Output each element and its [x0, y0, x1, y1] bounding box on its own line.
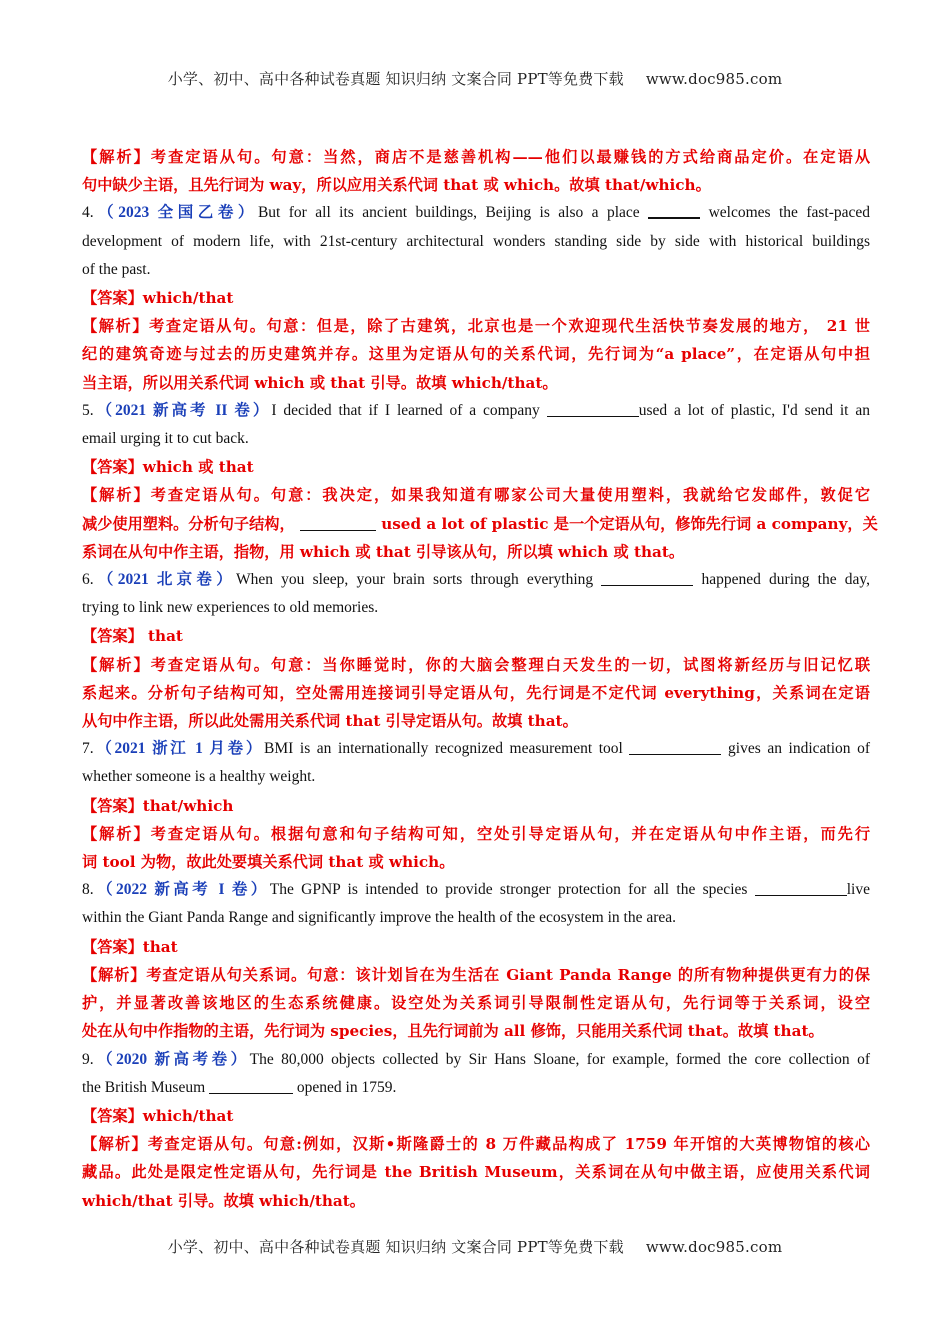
question-number: 5.	[82, 401, 94, 419]
footer-text: 小学、初中、高中各种试卷真题 知识归纳 文案合同 PPT等免费下载	[167, 1238, 624, 1256]
question-text: opened in 1759.	[296, 1078, 397, 1096]
q7-analysis-line-1: 【解析】考查定语从句。根据句意和句子结构可知，空处引导定语从句，并在定语从句中作主语，而先行	[82, 824, 870, 843]
question-8	[82, 876, 870, 904]
question-5-line-2: email urging it to cut back.	[82, 430, 249, 448]
q7-analysis-line-2: 词 tool 为物，故此处要填关系代词 that 或 which。	[82, 853, 455, 872]
question-9-line-2	[82, 1074, 870, 1102]
analysis-blank	[300, 514, 376, 530]
question-6	[82, 566, 870, 594]
answer-blank	[601, 570, 693, 587]
q7-answer: 【答案】that/which	[82, 796, 234, 815]
question-number: 9.	[82, 1050, 94, 1068]
q5-analysis-line-3: 系词在从句中作主语，指物，用 which 或 that 引导该从句，所以填 which 或 that。	[82, 542, 685, 561]
header-text: 小学、初中、高中各种试卷真题 知识归纳 文案合同 PPT等免费下载	[167, 70, 624, 88]
question-9	[82, 1046, 870, 1074]
page-header	[0, 68, 950, 89]
question-text: The GPNP is intended to provide stronger protection for all the species	[269, 881, 748, 899]
question-text: used a lot of plastic, I'd send it an	[638, 401, 870, 419]
q6-analysis-line-3: 从句中作主语，所以此处需用关系代词 that 引导定语从句。故填 that。	[82, 712, 578, 731]
page-footer	[0, 1236, 950, 1257]
answer-blank	[547, 400, 639, 417]
question-number: 7.	[82, 740, 94, 758]
question-text: live	[846, 881, 870, 899]
question-4-line-2: development of modern life, with 21st-century architectural wonders standing side by side with historical buildings	[82, 232, 870, 250]
document-body	[82, 143, 878, 1215]
q4-analysis-line-3: 当主语，所以用关系代词 which 或 that 引导。故填 which/that。	[82, 373, 558, 392]
answer-blank	[629, 739, 721, 756]
question-8-line-2: within the Giant Panda Range and significantly improve the health of the ecosystem in the area.	[82, 909, 676, 927]
q9-answer: 【答案】which/that	[82, 1106, 234, 1125]
q9-analysis-line-2: 藏品。此处是限定性定语从句，先行词是 the British Museum，关系词在从句中做主语，应使用关系代词	[82, 1163, 870, 1182]
answer-blank	[648, 202, 700, 220]
q5-analysis-line-1: 【解析】考查定语从句。句意：我决定，如果我知道有哪家公司大量使用塑料，我就给它发邮件，敦促它	[82, 486, 870, 505]
q9-analysis-line-3: which/that 引导。故填 which/that。	[82, 1191, 365, 1210]
question-text: But for all its ancient buildings, Beijing is also a place	[257, 204, 640, 222]
question-source: （2021 新高考 II 卷）	[93, 401, 272, 419]
q4-analysis-line-2: 纪的建筑奇迹与过去的历史建筑并存。这里为定语从句的关系代词，先行词为“a place”，在定语从句中担	[82, 345, 870, 364]
question-text: the British Museum	[82, 1078, 206, 1096]
q6-answer: 【答案】 that	[82, 627, 183, 646]
q6-analysis-line-1: 【解析】考查定语从句。句意：当你睡觉时，你的大脑会整理白天发生的一切，试图将新经历与旧记忆联	[82, 655, 870, 674]
q8-analysis-line-3: 处在从句中作指物的主语，先行词为 species，且先行词前为 all 修饰，只能用关系代词 that。故填 that。	[82, 1022, 824, 1041]
answer-blank	[755, 880, 847, 897]
question-source: （2023 全国乙卷）	[93, 204, 258, 222]
question-5	[82, 397, 870, 425]
question-text: welcomes the fast-paced	[708, 204, 871, 222]
q3-analysis-line-2: 句中缺少主语，且先行词为 way，所以应用关系代词 that 或 which。故填 that/which。	[82, 176, 711, 195]
header-url[interactable]: www.doc985.com	[645, 70, 783, 88]
question-source: （2020 新高考卷）	[93, 1050, 250, 1068]
question-source: （2021 浙江 1 月卷）	[93, 740, 265, 758]
question-text: The 80,000 objects collected by Sir Hans Sloane, for example, formed the core collection of	[249, 1050, 870, 1068]
q8-answer: 【答案】that	[82, 937, 178, 956]
question-4	[82, 199, 870, 227]
answer-blank	[209, 1077, 293, 1094]
question-text: BMI is an internationally recognized measurement tool	[264, 740, 623, 758]
question-text: When you sleep, your brain sorts through everything	[236, 571, 594, 589]
q8-analysis-line-2: 护，并显著改善该地区的生态系统健康。设空处为关系词引导限制性定语从句，先行词等于关系词，设空	[82, 994, 870, 1013]
question-7-line-2: whether someone is a healthy weight.	[82, 768, 316, 786]
question-source: （2021 北京卷）	[93, 571, 236, 589]
q4-analysis-line-1: 【解析】考查定语从句。句意：但是，除了古建筑，北京也是一个欢迎现代生活快节奏发展的地方， 21 世	[82, 317, 870, 336]
q6-analysis-line-2: 系起来。分析句子结构可知，空处需用连接词引导定语从句，先行词是不定代词 everything，关系词在定语	[82, 683, 870, 702]
question-number: 6.	[82, 571, 94, 589]
q8-analysis-line-1: 【解析】考查定语从句关系词。句意：该计划旨在为生活在 Giant Panda Range 的所有物种提供更有力的保	[82, 965, 870, 984]
q5-answer: 【答案】which 或 that	[82, 458, 254, 477]
question-text: gives an indication of	[728, 740, 871, 758]
question-text: happened during the day,	[701, 571, 871, 589]
question-number: 8.	[82, 881, 94, 899]
q3-analysis-line-1: 【解析】考查定语从句。句意：当然，商店不是慈善机构——他们以最赚钱的方式给商品定价。在定语从	[82, 148, 870, 166]
question-source: （2022 新高考 I 卷）	[93, 881, 270, 899]
question-6-line-2: trying to link new experiences to old memories.	[82, 599, 379, 617]
question-7	[82, 735, 870, 763]
q5-analysis-line-2	[82, 510, 878, 538]
footer-url[interactable]: www.doc985.com	[645, 1238, 783, 1256]
q9-analysis-line-1: 【解析】考查定语从句。句意:例如，汉斯•斯隆爵士的 8 万件藏品构成了 1759 年开馆的大英博物馆的核心	[82, 1135, 870, 1154]
analysis-text: used a lot of plastic 是一个定语从句，修饰先行词 a company，关	[381, 514, 878, 533]
question-text: I decided that if I learned of a company	[271, 401, 540, 419]
analysis-text: 减少使用塑料。分析句子结构，	[82, 514, 295, 533]
question-4-line-3: of the past.	[82, 260, 151, 278]
q4-answer: 【答案】which/that	[82, 289, 234, 308]
question-number: 4.	[82, 204, 94, 222]
